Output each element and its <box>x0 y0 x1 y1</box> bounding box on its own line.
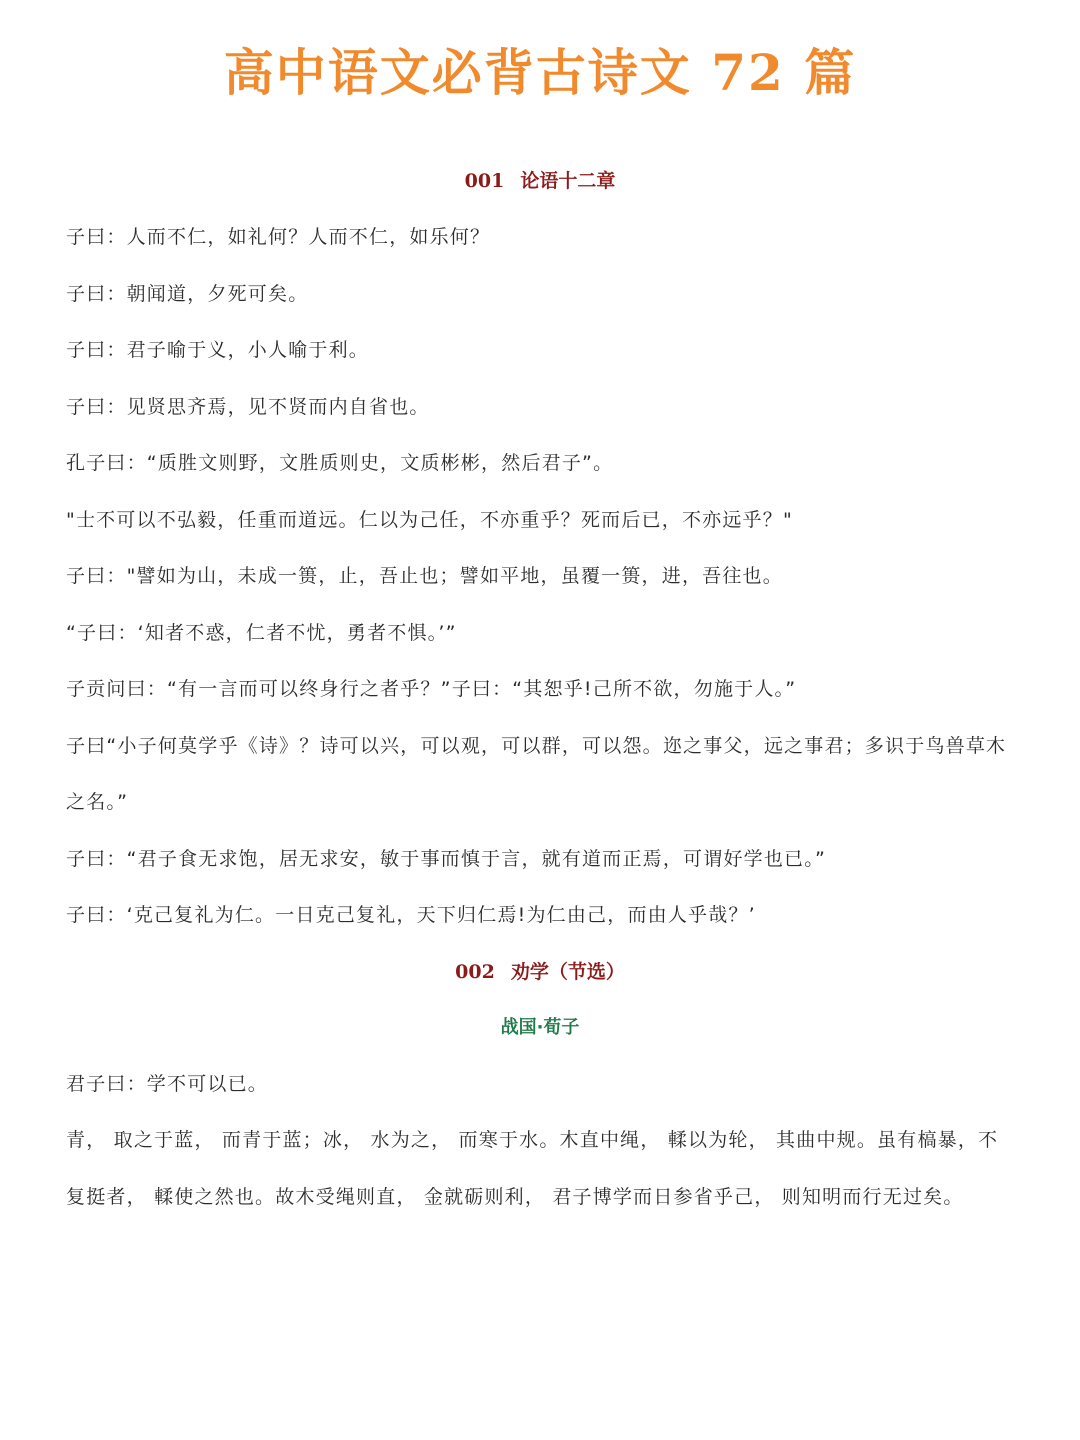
paragraph: 青， 取之于蓝， 而青于蓝；冰， 水为之， 而寒于水。木直中绳， 輮以为轮， 其曲中规。虽有槁暴，不复挺者， 輮使之然也。故木受绳则直， 金就砺则利， 君子博学而日参省乎己， 则知明而行无过矣。 <box>66 1129 999 1208</box>
author-line: 战国·荀子 <box>500 1016 580 1038</box>
paragraph: “子曰：‘知者不惑，仁者不忧，勇者不惧。’” <box>66 621 457 644</box>
page-title: 高中语文必背古诗文 72 篇 <box>223 43 857 102</box>
paragraph: 子曰：“君子食无求饱，居无求安，敏于事而慎于言，就有道而正焉，可谓好学也已。” <box>66 847 826 870</box>
section-title: 论语十二章 <box>520 170 616 192</box>
paragraph: 子曰：‘克己复礼为仁。一日克己复礼，天下归仁焉!为仁由己，而由人乎哉？’ <box>66 904 756 926</box>
paragraph: 孔子曰：“质胜文则野，文胜质则史，文质彬彬，然后君子”。 <box>66 452 614 474</box>
section-heading-002 <box>0 944 1080 1000</box>
paragraph: 子曰：朝闻道，夕死可矣。 <box>66 282 309 305</box>
section-number: 001 <box>464 170 505 192</box>
section-number: 002 <box>455 960 495 983</box>
paragraph: 君子曰：学不可以已。 <box>66 1072 269 1095</box>
paragraph: 子贡问曰：“有一言而可以终身行之者乎？”子曰：“其恕乎!己所不欲，勿施于人。” <box>66 678 797 700</box>
paragraph: "士不可以不弘毅，任重而道远。仁以为己任，不亦重乎？死而后已，不亦远乎？" <box>66 508 793 531</box>
paragraph: 子曰：人而不仁，如礼何？人而不仁，如乐何？ <box>66 226 491 248</box>
paragraph: 子曰：见贤思齐焉，见不贤而内自省也。 <box>66 395 430 418</box>
paragraph: 子曰："譬如为山，未成一篑，止，吾止也；譬如平地，虽覆一篑，进，吾往也。 <box>66 565 783 587</box>
paragraph: 子曰“小子何莫学乎《诗》？诗可以兴，可以观，可以群，可以怨。迩之事父，远之事君；多识于鸟兽草木之名。” <box>66 734 1007 813</box>
paragraph: 子曰：君子喻于义，小人喻于利。 <box>66 339 370 361</box>
section-heading-001 <box>0 153 1080 209</box>
section-title: 劝学（节选） <box>510 960 625 983</box>
document-body <box>66 153 1016 1225</box>
